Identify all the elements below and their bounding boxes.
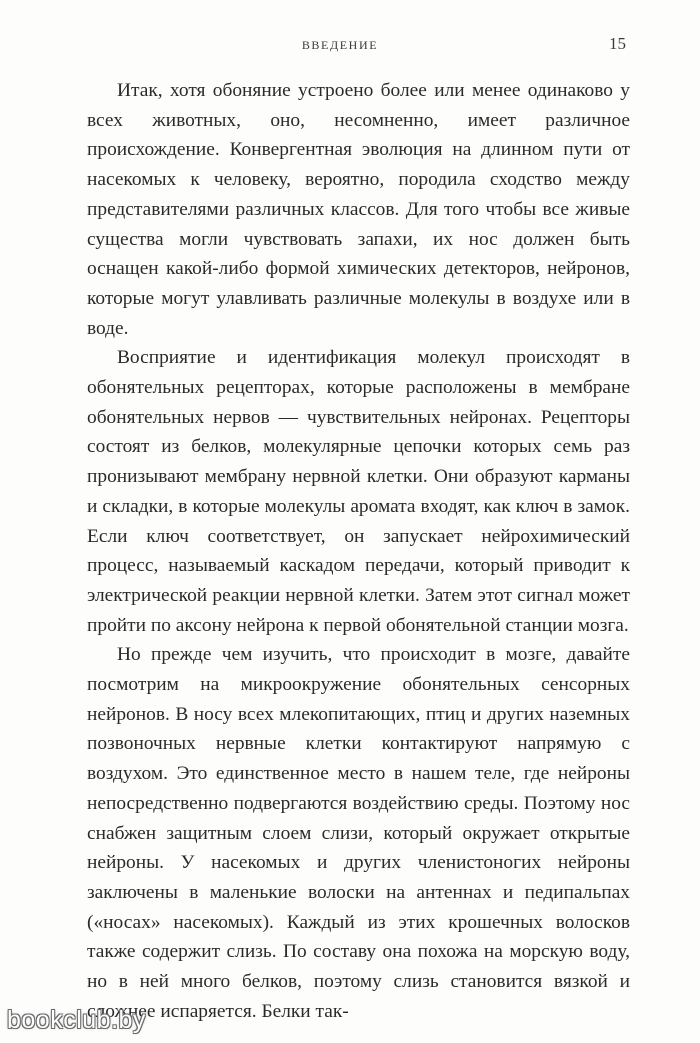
body-text bbox=[87, 76, 630, 1027]
page-number: 15 bbox=[609, 34, 626, 53]
running-header bbox=[0, 30, 700, 60]
watermark: bookclub.by bbox=[7, 1006, 146, 1034]
paragraph: Но прежде чем изучить, что происходит в мозге, давайте посмотрим на микроокружение обонятельных сенсорных нейронов. В носу всех млекопитающих, птиц и других наземных позвоночных нервные клетки контактируют напрямую с воздухом. Это единственное место в нашем теле, где нейроны непосредственно подвергаются воздействию среды. Поэтому нос снабжен защитным слоем слизи, который окружает открытые нейроны. У насекомых и других членистоногих нейроны заключены в маленькие волоски на антеннах и педипальпах («носах» насекомых). Каждый из этих крошечных волосков также содержит слизь. По составу она похожа на морскую воду, но в ней много белков, поэтому слизь становится вязкой и сложнее испаряется. Белки так- bbox=[87, 644, 630, 1022]
running-title: ВВЕДЕНИЕ bbox=[301, 38, 379, 52]
paragraph: Восприятие и идентификация молекул происходят в обонятельных рецепторах, которые расположены в мембране обонятельных нервов — чувствительных нейронах. Рецепторы состоят из белков, молекулярные цепочки которых семь раз пронизывают мембрану нервной клетки. Они образуют карманы и складки, в которые молекулы аромата входят, как ключ в замок. Если ключ соответствует, он запускает нейрохимический процесс, называемый каскадом передачи, который приводит к электрической реакции нервной клетки. Затем этот сигнал может пройти по аксону нейрона к первой обонятельной станции мозга. bbox=[87, 347, 630, 636]
paragraph: Итак, хотя обоняние устроено более или менее одинаково у всех животных, оно, несомненно, имеет различное происхождение. Конвергентная эволюция на длинном пути от насекомых к человеку, вероятно, породила сходство между представителями различных классов. Для того чтобы все живые существа могли чувствовать запахи, их нос должен быть оснащен какой-либо формой химических детекторов, нейронов, которые могут улавливать различные молекулы в воздухе или в воде. bbox=[87, 80, 630, 339]
